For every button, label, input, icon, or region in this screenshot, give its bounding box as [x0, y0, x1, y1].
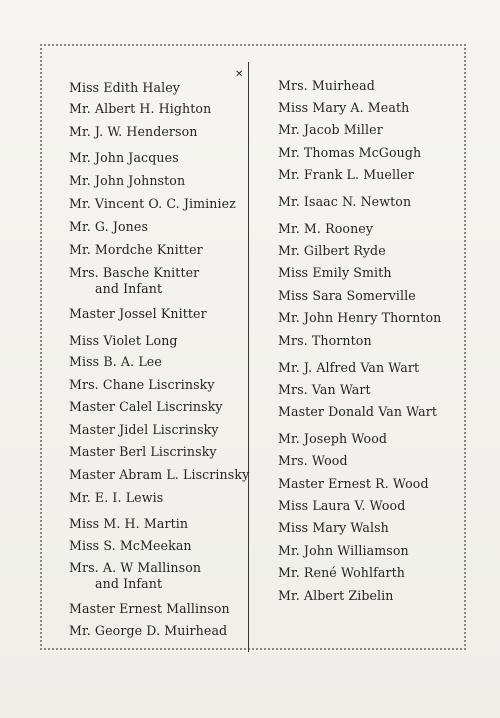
passenger-name: Mr. M. Rooney: [278, 221, 374, 236]
small-ornament-mark: ✕: [235, 69, 244, 80]
passenger-name: Mr. J. Alfred Van Wart: [278, 360, 420, 375]
passenger-name: Master Ernest Mallinson: [69, 601, 230, 616]
passenger-name: Mrs. A. W Mallinson: [69, 560, 202, 575]
passenger-name: Miss B. A. Lee: [69, 354, 162, 369]
passenger-name: Master Donald Van Wart: [278, 404, 437, 419]
passenger-entry: [69, 265, 199, 297]
passenger-entry: [69, 173, 185, 189]
passenger-name: Mr. Vincent O. C. Jiminiez: [69, 196, 236, 211]
passenger-entry: [69, 560, 201, 592]
passenger-entry: [69, 124, 198, 140]
passenger-entry: [69, 219, 148, 235]
passenger-name: Mr. Albert Zibelin: [278, 588, 394, 603]
passenger-entry: [69, 399, 223, 415]
passenger-entry: [278, 333, 372, 349]
passenger-entry: [278, 122, 383, 138]
passenger-name: Miss Mary Walsh: [278, 520, 389, 535]
passenger-entry: [278, 288, 416, 304]
passenger-entry: [278, 382, 371, 398]
passenger-entry: [278, 221, 373, 237]
passenger-name: Mr. Mordche Knitter: [69, 242, 203, 257]
passenger-name: Master Jidel Liscrinsky: [69, 422, 219, 437]
passenger-name: Mrs. Van Wart: [278, 382, 371, 397]
passenger-name: Mr. John Jacques: [69, 150, 179, 165]
passenger-entry: [69, 333, 178, 349]
passenger-name: Miss Mary A. Meath: [278, 100, 410, 115]
passenger-name: Mr. John Williamson: [278, 543, 409, 558]
passenger-name-continuation: and Infant: [95, 576, 163, 591]
passenger-entry: [69, 422, 219, 438]
passenger-entry: [69, 306, 207, 322]
passenger-entry: [278, 145, 421, 161]
passenger-name: Mr. Joseph Wood: [278, 431, 388, 446]
passenger-entry: [278, 476, 429, 492]
passenger-entry: [278, 543, 409, 559]
passenger-name: Master Abram L. Liscrinsky: [69, 467, 250, 482]
passenger-entry: [278, 431, 387, 447]
passenger-entry: [69, 601, 230, 617]
passenger-name: Miss Sara Somerville: [278, 288, 416, 303]
passenger-name: Mr. John Johnston: [69, 173, 186, 188]
passenger-name: Mr. E. I. Lewis: [69, 490, 164, 505]
passenger-entry: [278, 194, 411, 210]
passenger-entry: [278, 78, 375, 94]
passenger-entry: [278, 265, 392, 281]
passenger-entry: [278, 565, 405, 581]
passenger-name: Mr. Frank L. Mueller: [278, 167, 414, 182]
passenger-entry: [278, 167, 414, 183]
passenger-entry: [69, 354, 162, 370]
passenger-entry: [69, 490, 163, 506]
passenger-name: Mrs. Thornton: [278, 333, 372, 348]
passenger-entry: [278, 453, 348, 469]
passenger-name: Master Calel Liscrinsky: [69, 399, 223, 414]
passenger-name: Mr. Isaac N. Newton: [278, 194, 412, 209]
passenger-entry: [69, 444, 217, 460]
passenger-name: Mr. J. W. Henderson: [69, 124, 198, 139]
passenger-entry: [278, 243, 386, 259]
passenger-name: Mr. Albert H. Highton: [69, 101, 212, 116]
passenger-name: Mr. George D. Muirhead: [69, 623, 228, 638]
passenger-name: Mr. Thomas McGough: [278, 145, 422, 160]
passenger-name: Miss Edith Haley: [69, 80, 180, 95]
passenger-name: Mr. John Henry Thornton: [278, 310, 442, 325]
passenger-entry: [69, 150, 179, 166]
passenger-name: Mr. Jacob Miller: [278, 122, 383, 137]
passenger-name: Mrs. Basche Knitter: [69, 265, 200, 280]
passenger-name: Master Ernest R. Wood: [278, 476, 429, 491]
column-divider: [248, 62, 249, 652]
passenger-name: Miss M. H. Martin: [69, 516, 189, 531]
passenger-name: Mrs. Chane Liscrinsky: [69, 377, 215, 392]
passenger-name: Mr. G. Jones: [69, 219, 149, 234]
passenger-entry: [278, 520, 389, 536]
passenger-entry: [278, 310, 441, 326]
passenger-name: Miss Emily Smith: [278, 265, 392, 280]
passenger-entry: [69, 623, 227, 639]
passenger-entry: [69, 196, 236, 212]
passenger-entry: [69, 467, 249, 483]
passenger-entry: [69, 101, 211, 117]
passenger-name: Master Berl Liscrinsky: [69, 444, 217, 459]
passenger-name: Miss S. McMeekan: [69, 538, 192, 553]
passenger-entry: [278, 100, 409, 116]
passenger-entry: [69, 80, 180, 96]
passenger-name: Mr. René Wohlfarth: [278, 565, 406, 580]
passenger-entry: [69, 538, 192, 554]
passenger-entry: [278, 404, 437, 420]
passenger-name: Mrs. Wood: [278, 453, 348, 468]
passenger-name: Mr. Gilbert Ryde: [278, 243, 386, 258]
passenger-name: Miss Laura V. Wood: [278, 498, 406, 513]
passenger-name-continuation: and Infant: [95, 281, 163, 296]
passenger-name: Mrs. Muirhead: [278, 78, 375, 93]
passenger-entry: [69, 377, 215, 393]
passenger-entry: [278, 588, 394, 604]
passenger-entry: [278, 360, 419, 376]
passenger-name: Miss Violet Long: [69, 333, 178, 348]
passenger-entry: [278, 498, 405, 514]
passenger-name: Master Jossel Knitter: [69, 306, 207, 321]
passenger-entry: [69, 516, 188, 532]
passenger-entry: [69, 242, 203, 258]
